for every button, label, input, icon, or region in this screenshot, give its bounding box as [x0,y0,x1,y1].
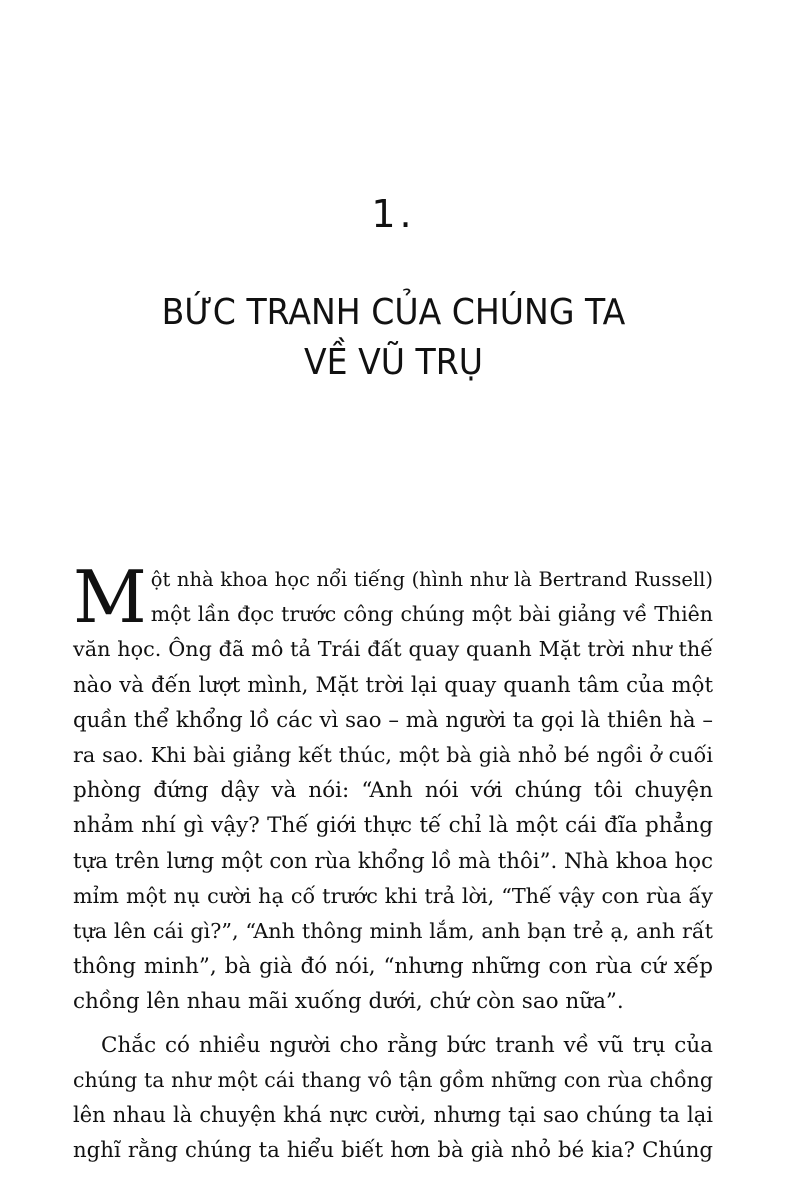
chapter-number: 1. [371,192,416,236]
text-line: thông minh”, bà già đó nói, “nhưng những con rùa cứ xếp [73,954,713,980]
text-line: ra sao. Khi bài giảng kết thúc, một bà già nhỏ bé ngồi ở cuối [73,743,713,768]
text-line: Chắc có nhiều người cho rằng bức tranh về vũ trụ của [101,1032,713,1058]
text-line: quần thể khổng lồ các vì sao – mà người ta gọi là thiên hà – [73,707,713,733]
text-line: nghĩ rằng chúng ta hiểu biết hơn bà già nhỏ bé kia? Chúng [73,1138,713,1164]
text-line: văn học. Ông đã mô tả Trái đất quay quanh Mặt trời như thế [73,637,713,662]
body-text [73,555,713,1168]
chapter-title-line-2: VỀ VŨ TRỤ [303,342,484,383]
text-line: chồng lên nhau mãi xuống dưới, chứ còn sao nữa”. [73,989,624,1015]
text-line: mỉm một nụ cười hạ cố trước khi trả lời, “Thế vậy con rùa ấy [73,883,713,908]
text-line: nào và đến lượt mình, Mặt trời lại quay quanh tâm của một [73,672,713,698]
text-line: nhảm nhí gì vậy? Thế giới thực tế chỉ là một cái đĩa phẳng [73,813,713,839]
text-line: tựa lên cái gì?”, “Anh thông minh lắm, anh bạn trẻ ạ, anh rất [73,919,713,944]
paragraph-2 [73,1028,713,1169]
text-line: chúng ta như một cái thang vô tận gồm những con rùa chồng [73,1067,713,1092]
text-line: tựa trên lưng một con rùa khổng lồ mà thôi”. Nhà khoa học [73,848,713,874]
chapter-title [31,288,755,388]
text-line: lên nhau là chuyện khá nực cười, nhưng tại sao chúng ta lại [73,1103,713,1128]
text-line: phòng đứng dậy và nói: “Anh nói với chúng tôi chuyện [73,778,713,804]
drop-cap: M [73,555,147,639]
paragraph-1 [73,555,713,1020]
text-line: ột nhà khoa học nổi tiếng (hình như là Bertrand Russell) [150,568,713,591]
text-line: một lần đọc trước công chúng một bài giảng về Thiên [150,602,713,627]
chapter-title-line-1: BỨC TRANH CỦA CHÚNG TA [161,292,626,333]
